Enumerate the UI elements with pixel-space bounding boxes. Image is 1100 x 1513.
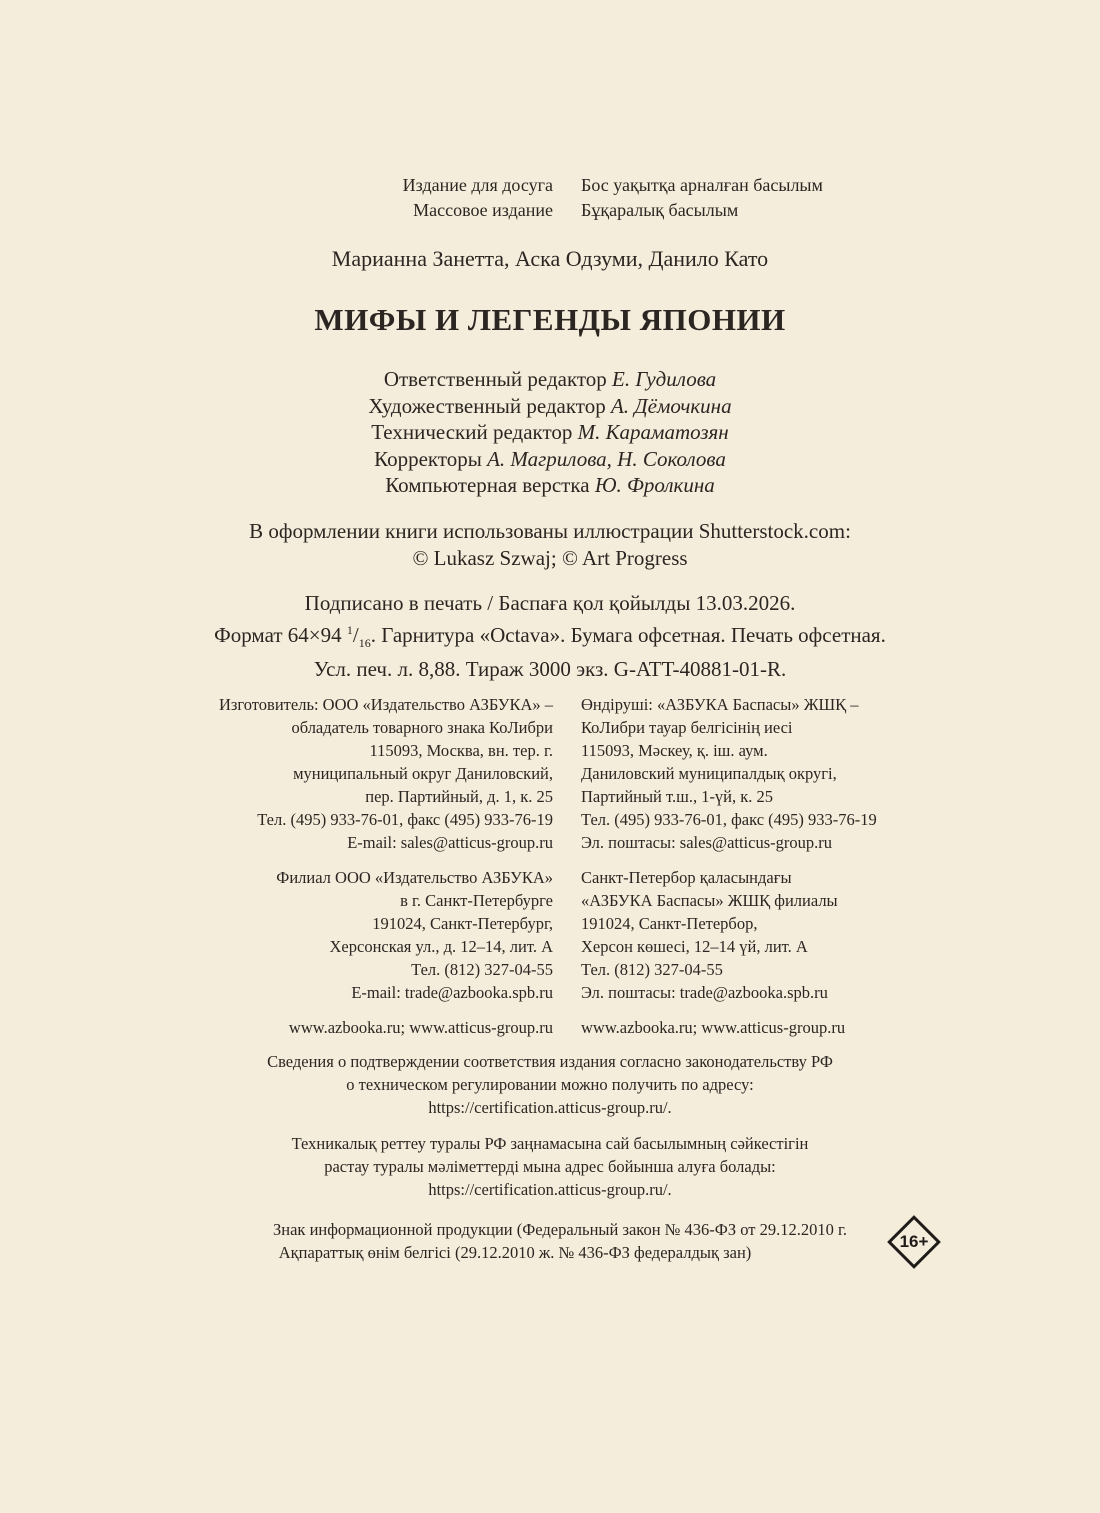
edition-type-kk-1: Бос уақытқа арналған басылым bbox=[581, 175, 823, 195]
credits bbox=[0, 366, 1100, 499]
book-title: МИФЫ И ЛЕГЕНДЫ ЯПОНИИ bbox=[314, 302, 786, 337]
illustrations-credit bbox=[0, 518, 1100, 571]
certification-kk: Техникалық реттеу туралы РФ заңнамасына сай басылымның сәйкестігін растау туралы мәліметтерді мына адрес бойынша алуға болады: https://certification.atticus-group.ru/. bbox=[291, 1134, 809, 1199]
format-line: Формат 64×94 $^1/_{16}$. Гарнитура «Octava». Бумага офсетная. Печать офсетная. bbox=[214, 622, 886, 650]
websites-kk: www.azbooka.ru; www.atticus-group.ru bbox=[581, 1018, 846, 1037]
edition-type-ru-1: Издание для досуга bbox=[402, 175, 553, 195]
edition-type-kk-2: Бұқаралық басылым bbox=[581, 200, 739, 220]
info-sign-text: Знак информационной продукции (Федеральный закон № 436-ФЗ от 29.12.2010 г. Ақпараттық өнім белгісі (29.12.2010 ж. № 436-ФЗ федералдық зан) bbox=[273, 1220, 847, 1262]
branch-ru: Филиал ООО «Издательство АЗБУКА» в г. Санкт-Петербурге 191024, Санкт-Петербург, Херсонская ул., д. 12–14, лит. А Тел. (812) 327-04-55 E-mail: trade@azbooka.spb.ru bbox=[276, 868, 553, 1002]
credit-line: Художественный редактор А. Дёмочкина bbox=[368, 393, 732, 418]
publisher-column-kk bbox=[567, 693, 967, 1051]
illustrations-line-1: В оформлении книги использованы иллюстрации Shutterstock.com: bbox=[249, 519, 851, 543]
credit-line: Ответственный редактор Е. Гудилова bbox=[383, 367, 717, 391]
credit-line: Компьютерная верстка Ю. Фролкина bbox=[385, 473, 715, 497]
illustrations-line-2: © Lukasz Szwaj; © Art Progress bbox=[412, 545, 688, 570]
certification-ru: Сведения о подтверждении соответствия издания согласно законодательству РФ о техническом регулировании можно получить по адресу: https://certification.atticus-group.ru/. bbox=[267, 1052, 833, 1117]
manufacturer-ru: Изготовитель: ООО «Издательство АЗБУКА» – обладатель товарного знака КоЛибри 115093, Москва, вн. тер. г. муниципальный округ Даниловский, пер. Партийный, д. 1, к. 25 Тел. (495) 933-76-01, факс (495) 933-76-19 E-mail: sales@atticus-group.ru bbox=[218, 695, 553, 852]
publisher-columns bbox=[0, 693, 967, 1051]
credit-line: Технический редактор М. Караматозян bbox=[371, 420, 729, 444]
age-rating-badge bbox=[887, 1215, 941, 1269]
signed-line: Подписано в печать / Баспаға қол қойылды 13.03.2026. bbox=[304, 591, 796, 615]
print-info bbox=[0, 590, 1100, 683]
manufacturer-kk: Өндіруші: «АЗБУКА Баспасы» ЖШҚ – КоЛибри тауар белгісінің иесі 115093, Мәскеу, қ. іш. аум. Даниловский муниципалдық округі, Партийный т.ш., 1-үй, к. 25 Тел. (495) 933-76-01, факс (495) 933-76-19 Эл. поштасы: sales@atticus-group.ru bbox=[581, 695, 877, 852]
age-rating-label: 16+ bbox=[899, 1232, 929, 1251]
edition-type-ru-2: Массовое издание bbox=[413, 200, 553, 220]
branch-kk: Санкт-Петербор қаласындағы «АЗБУКА Баспасы» ЖШҚ филиалы 191024, Санкт-Петербор, Херсон көшесі, 12–14 үй, лит. А Тел. (812) 327-04-55 Эл. поштасы: trade@azbooka.spb.ru bbox=[581, 868, 838, 1002]
credit-line: Корректоры А. Магрилова, Н. Соколова bbox=[374, 446, 726, 471]
edition-type bbox=[0, 173, 1100, 223]
websites-ru: www.azbooka.ru; www.atticus-group.ru bbox=[288, 1018, 553, 1037]
authors: Марианна Занетта, Аска Одзуми, Данило Като bbox=[331, 246, 769, 271]
publisher-column-ru bbox=[0, 693, 567, 1051]
run-line: Усл. печ. л. 8,88. Тираж 3000 экз. G-ATT-40881-01-R. bbox=[313, 657, 787, 682]
